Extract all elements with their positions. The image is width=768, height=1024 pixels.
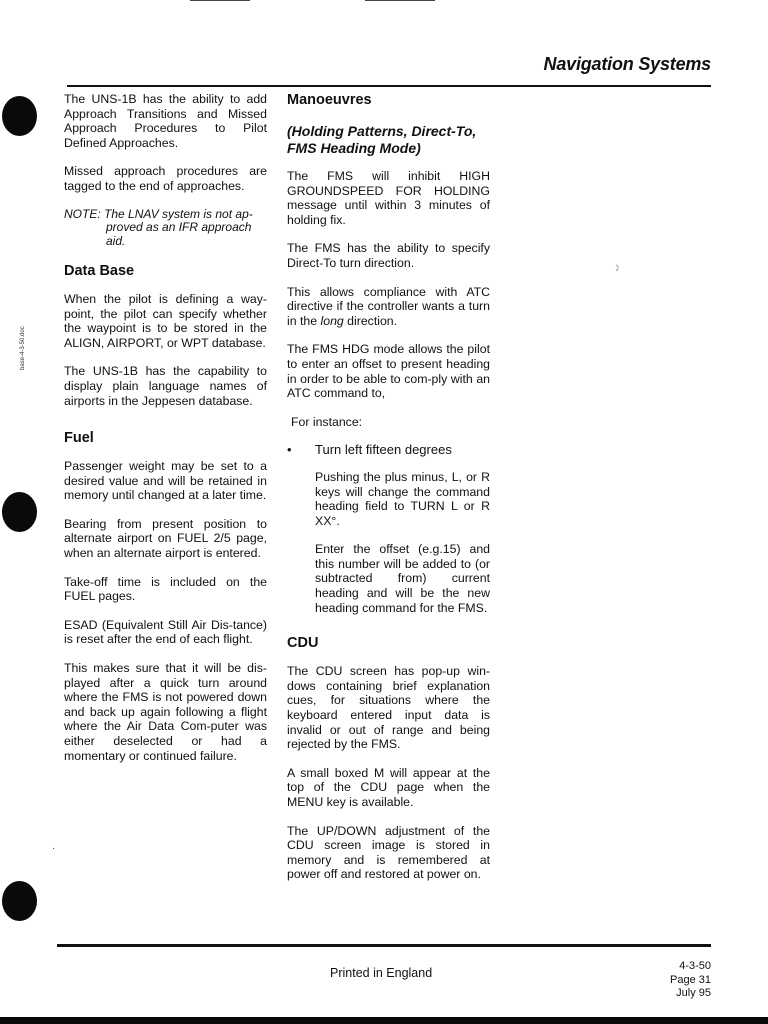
paragraph: The UNS-1B has the capability to display plain language names of airports in the Jeppesen database. [64, 364, 267, 408]
paragraph: Bearing from present position to alternate airport on FUEL 2/5 page, when an alternate airport is entered. [64, 516, 267, 561]
note-label: NOTE: [64, 206, 101, 221]
paragraph: Take-off time is included on the FUEL pages. [64, 574, 267, 604]
paragraph: The UNS-1B has the ability to add Approach Transitions and Missed Approach Procedures to Pilot Defined Approaches. [64, 92, 267, 150]
list-item-text: Turn left fifteen degrees [315, 442, 452, 458]
footer-date: July 95 [676, 987, 711, 999]
lnav-note [64, 208, 267, 249]
left-column [64, 92, 267, 777]
footer-printed-in: Printed in England [330, 966, 433, 980]
punch-hole-middle [2, 492, 37, 532]
paragraph: When the pilot is defining a way-point, the pilot can specify whether the waypoint is to be stored in the ALIGN, AIRPORT, or WPT database. [64, 291, 267, 350]
paragraph: The FMS has the ability to specify Direct-To turn direction. [287, 241, 490, 270]
paragraph: Missed approach procedures are tagged to the end of approaches. [64, 164, 267, 193]
paragraph: The FMS HDG mode allows the pilot to enter an offset to present heading in order to be able to com-ply with an ATC command to, [287, 342, 490, 401]
section-heading-cdu: CDU [287, 635, 319, 652]
paragraph: For instance: [291, 414, 363, 429]
footer-page-number: Page 31 [670, 973, 711, 986]
top-edge-mark [365, 0, 435, 1]
section-heading-data-base: Data Base [64, 262, 135, 279]
scan-bottom-edge [0, 1017, 768, 1024]
paragraph: Passenger weight may be set to a desired value and will be retained in memory until changed at a later time. [64, 459, 267, 503]
right-column [287, 92, 490, 896]
stray-pen-mark: ♪ [611, 259, 623, 275]
text-run: This allows compliance with ATC directive if the controller wants a turn in the [287, 284, 490, 328]
footer-section-ref: 4-3-50 [679, 960, 711, 972]
paragraph: The FMS will inhibit HIGH GROUNDSPEED FOR HOLDING message until within 3 minutes of holding fix. [287, 169, 490, 227]
top-edge-mark [190, 0, 250, 1]
punch-hole-top [2, 96, 37, 136]
text-run: direction. [343, 313, 398, 328]
paragraph: A small boxed M will appear at the top of the CDU page when the MENU key is available. [287, 765, 490, 809]
emphasis-text: long [320, 313, 344, 328]
punch-hole-bottom [2, 881, 37, 921]
section-heading-manoeuvres: Manoeuvres [287, 92, 372, 108]
page-header-title: Navigation Systems [543, 54, 711, 74]
note-text: The LNAV system is not ap- [104, 206, 253, 221]
footer-rule [57, 944, 711, 947]
paragraph: The UP/DOWN adjustment of the CDU screen image is stored in memory and is remembered at power off and restored at power on. [287, 823, 490, 882]
paragraph: The CDU screen has pop-up win-dows containing brief explanation cues, for situations where the keyboard entered input data is invalid or out of range and being rejected by the FMS. [287, 664, 490, 752]
section-heading-fuel: Fuel [64, 430, 94, 447]
paragraph: ESAD (Equivalent Still Air Dis-tance) is reset after the end of each flight. [64, 617, 267, 647]
paragraph: This makes sure that it will be dis-played after a quick turn around where the FMS is not powered down and back up again following a flight where the Air Data Com-puter was either deselected or had a momentary or continued failure. [64, 661, 267, 763]
note-text: proved as an IFR approach aid. [106, 220, 252, 249]
side-file-code: base-4-3-50.doc [20, 326, 26, 370]
paragraph: Enter the offset (e.g.15) and this number will be added to (or subtracted from) current heading and will be the new heading command for the FMS. [315, 542, 490, 615]
margin-tick-mark: · [52, 843, 56, 854]
header-rule [67, 85, 711, 87]
paragraph [287, 285, 490, 329]
footer-page-info [670, 960, 711, 1001]
paragraph: Pushing the plus minus, L, or R keys will change the command heading field to TURN L or R XX°. [315, 469, 490, 528]
bullet-icon: • [287, 442, 292, 458]
list-item [287, 443, 490, 458]
section-subheading: (Holding Patterns, Direct-To, FMS Heading Mode) [287, 123, 477, 156]
